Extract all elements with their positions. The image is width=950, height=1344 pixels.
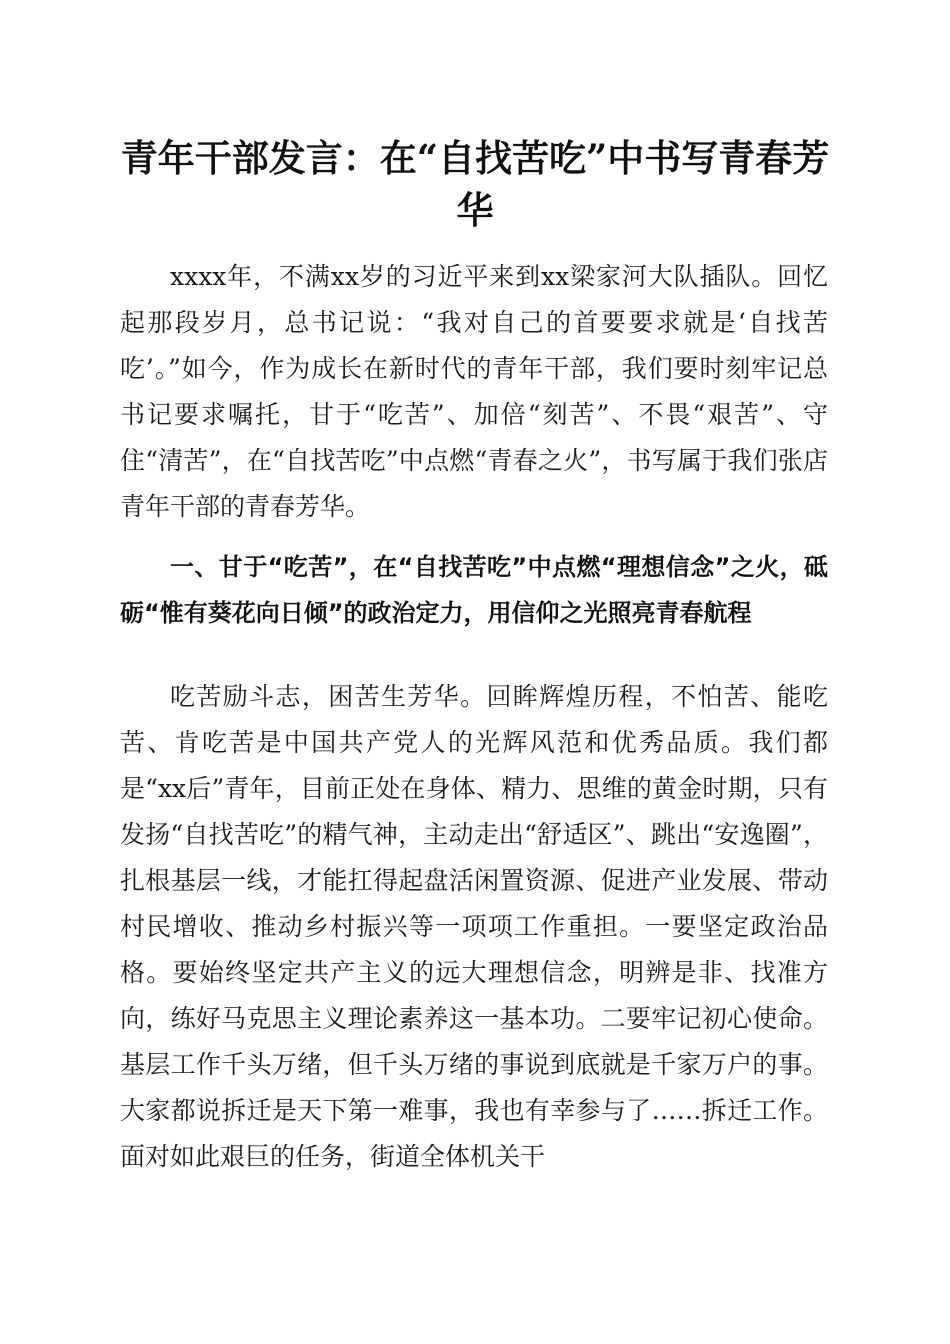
section-1-paragraph: 吃苦励斗志，困苦生芳华。回眸辉煌历程，不怕苦、能吃苦、肯吃苦是中国共产党人的光辉风范和优秀品质。我们都是“xx后”青年，目前正处在身体、精力、思维的黄金时期，只有发扬“自找苦吃”的精气神，主动走出“舒适区”、跳出“安逸圈”，扎根基层一线，才能扛得起盘活闲置资源、促进产业发展、带动村民增收、推动乡村振兴等一项项工作重担。一要坚定政治品格。要始终坚定共产主义的远大理想信念，明辨是非、找准方向，练好马克思主义理论素养这一基本功。二要牢记初心使命。基层工作千头万绪，但千头万绪的事说到底就是千家万户的事。大家都说拆迁是天下第一难事，我也有幸参与了……拆迁工作。面对如此艰巨的任务，街道全体机关干 xyxy=(120,682,828,1171)
section-heading-1: 一、甘于“吃苦”，在“自找苦吃”中点燃“理想信念”之火，砥砺“惟有葵花向日倾”的政治定力，用信仰之光照亮青春航程 xyxy=(120,553,828,627)
intro-paragraph: xxxx年，不满xx岁的习近平来到xx梁家河大队插队。回忆起那段岁月，总书记说：“我对自己的首要要求就是‘自找苦吃’。”如今，作为成长在新时代的青年干部，我们要时刻牢记总书记要求嘱托，甘于“吃苦”、加倍“刻苦”、不畏“艰苦”、守住“清苦”，在“自找苦吃”中点燃“青春之火”，书写属于我们张店青年干部的青春芳华。 xyxy=(120,262,828,521)
document-title: 青年干部发言：在“自找苦吃”中书写青春芳华 xyxy=(120,136,830,232)
